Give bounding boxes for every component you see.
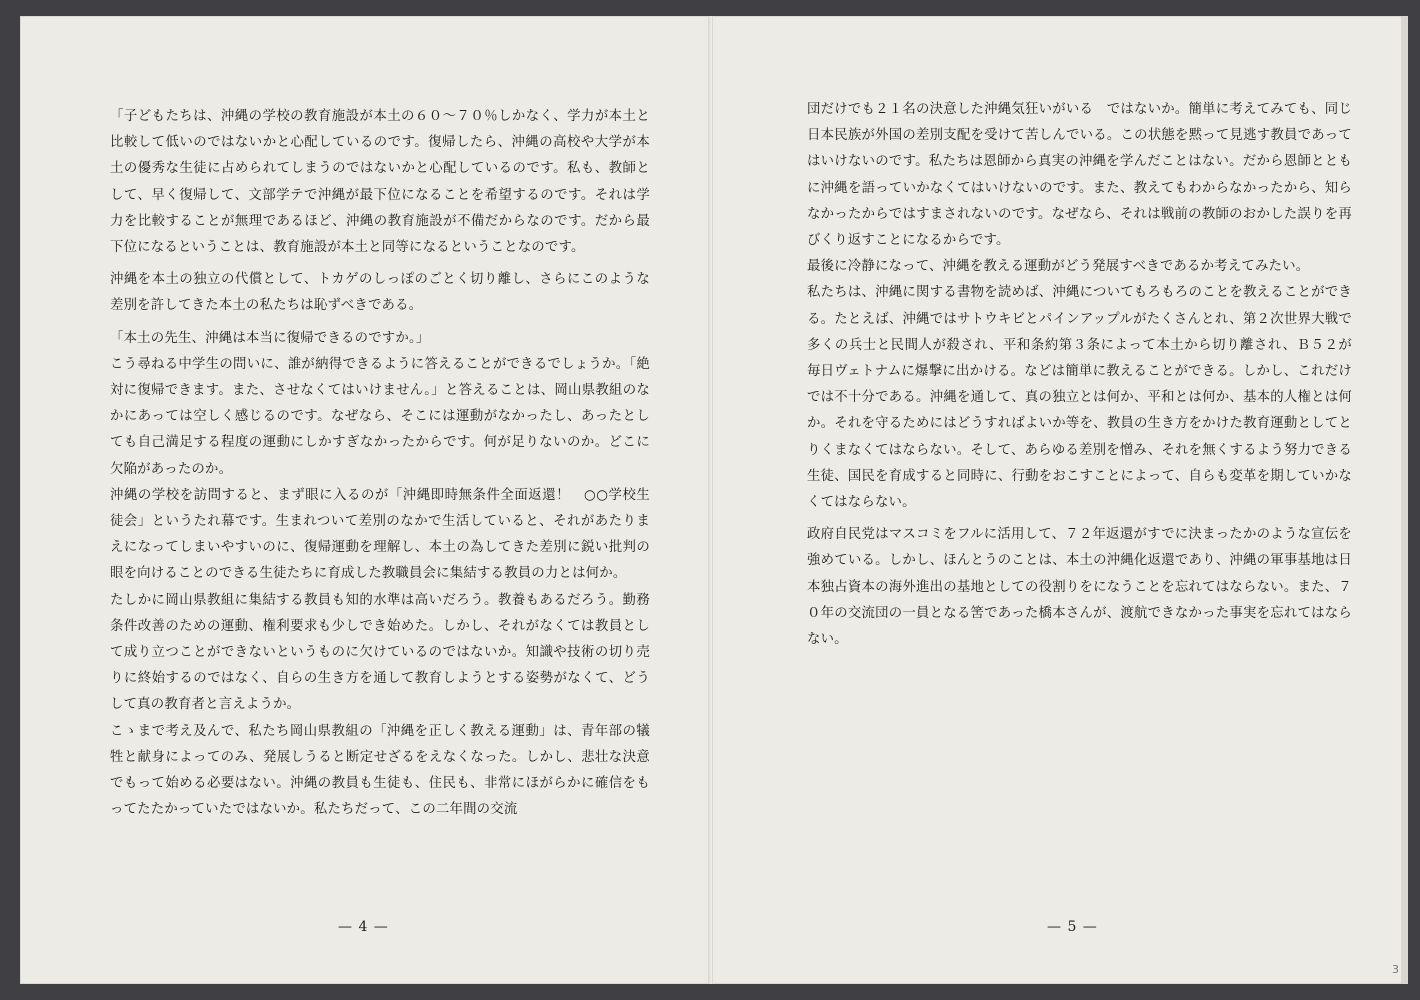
left-page-body (110, 104, 650, 823)
paragraph: こゝまで考え及んで、私たち岡山県教組の「沖縄を正しく教える運動」は、青年部の犠牲と献身によってのみ、発展しうると断定せざるをえなくなった。しかし、悲壮な決意でもって始める必要はない。沖縄の教員も生徒も、住民も、非常にほがらかに確信をもってたたかっていたではないか。私たちだって、この二年間の交流 (110, 723, 651, 818)
paragraph: たしかに岡山県教組に集結する教員も知的水準は高いだろう。教養もあるだろう。勤務条件改善のための運動、権利要求も少しでき始めた。しかし、それがなくては教員として成り立つことができないというものに欠けているのではないか。知識や技術の切り売りに終始するのではなく、自らの生き方を通して教育しようとする姿勢がなくて、どうして真の教育者と言えようか。 (110, 592, 651, 713)
corner-number: 3 (1392, 963, 1399, 976)
paragraph: 沖縄を本土の独立の代償として、トカゲのしっぽのごとく切り離し、さらにこのような差別を許してきた本土の私たちは恥ずべきである。 (110, 272, 650, 314)
paragraph: 「本土の先生、沖縄は本当に復帰できるのですか。」 (110, 330, 430, 346)
page-edge (1402, 16, 1408, 984)
paragraph: こう尋ねる中学生の問いに、誰が納得できるように答えることができるでしょうか。「絶対に復帰できます。また、させなくてはいけません。」と答えることは、岡山県教組のなかにあっては空しく感じるのです。なぜなら、そこには運動がなかったし、あったとしても自己満足する程度の運動にしかすぎなかったからです。何が足りないのか。どこに欠陥があったのか。 (110, 356, 650, 477)
paragraph: 最後に冷静になって、沖縄を教える運動がどう発展すべきであるか考えてみたい。 (807, 259, 1310, 275)
left-page (20, 16, 712, 984)
paragraph: 団だけでも２１名の決意した沖縄気狂いがいる ではないか。簡単に考えてみても、同じ日本民族が外国の差別支配を受けて苦しんでいる。この状態を黙って見逃す教員であってはいけないのです。私たちは恩師から真実の沖縄を学んだことはない。だから恩師とともに沖縄を語っていかなくてはいけないのです。また、教えてもわからなかったから、知らなかったからではすまされないのです。なぜなら、それは戦前の教師のおかした誤りを再びくり返すことになるからです。 (807, 102, 1352, 249)
page-number-right: — 5 — (1047, 919, 1098, 935)
paragraph: 私たちは、沖縄に関する書物を読めば、沖縄についてもろもろのことを教えることができる。たとえば、沖縄ではサトウキビとパインアップルがたくさんとれ、第２次世界大戦で多くの兵士と民間人が殺され、平和条約第３条によって本土から切り離され、Ｂ５２が毎日ヴェトナムに爆撃に出かける。などは簡単に教えることができる。しかし、これだけでは不十分である。沖縄を通して、真の独立とは何か、平和とは何か、基本的人権とは何か。それを守るためにはどうすればよいか等を、教員の生き方をかけた教育運動としてとりくまなくてはならない。そして、あらゆる差別を憎み、それを無くするよう努力できる生徒、国民を育成すると同時に、行動をおこすことによって、自らも変革を期していかなくてはならない。 (807, 285, 1352, 511)
page-number-left: — 4 — (338, 919, 389, 935)
right-page (712, 16, 1402, 984)
paragraph: 政府自民党はマスコミをフルに活用して、７２年返還がすでに決まったかのような宣伝を強めている。しかし、ほんとうのことは、本土の沖縄化返還であり、沖縄の軍事基地は日本独占資本の海外進出の基地としての役割りをになうことを忘れてはならない。また、７０年の交流団の一員となる筈であった橋本さんが、渡航できなかった事実を忘れてはならない。 (807, 527, 1352, 648)
paragraph: 「子どもたちは、沖縄の学校の教育施設が本土の６０〜７０％しかなく、学力が本土と比較して低いのではないかと心配しているのです。復帰したら、沖縄の高校や大学が本土の優秀な生徒に占められてしまうのではないかと心配しているのです。私も、教師として、早く復帰して、文部学テで沖縄が最下位になることを希望するのです。それは学力を比較することが無理であるほど、沖縄の教育施設が不備だからなのです。だから最下位になるということは、教育施設が本土と同等になるということなのです。 (110, 109, 650, 256)
paragraph: 沖縄の学校を訪問すると、まず眼に入るのが「沖縄即時無条件全面返還！ ○○学校生徒会」というたれ幕です。生まれついて差別のなかで生活していると、それがあたりまえになってしまいやすいのに、復帰運動を理解し、本土の為してきた差別に鋭い批判の眼を向けることのできる生徒たちに育成した教職員会に集結する教員の力とは何か。 (110, 487, 650, 582)
right-page-body (807, 97, 1352, 653)
